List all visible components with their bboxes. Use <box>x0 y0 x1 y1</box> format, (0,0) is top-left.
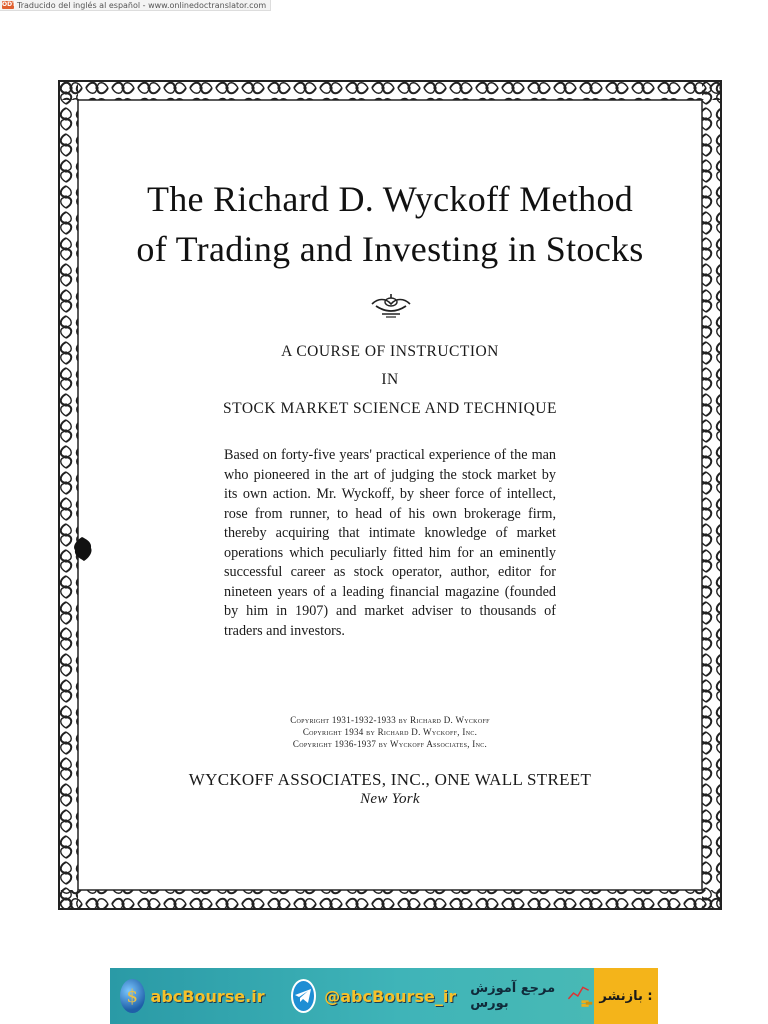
book-title-line-2: of Trading and Investing in Stocks <box>136 229 644 269</box>
chart-coins-icon <box>567 976 594 1016</box>
copyright-line-2: Copyright 1934 by Richard D. Wyckoff, Inc. <box>302 727 478 737</box>
banner-handle[interactable]: @abcBourse_ir <box>324 986 457 1006</box>
banner-site[interactable]: abcBourse.ir <box>150 986 265 1006</box>
publisher-badge: بازنشر : <box>594 968 658 1024</box>
copyright-line-3: Copyright 1936-1937 by Wyckoff Associates, Inc. <box>292 739 488 749</box>
translator-logo-icon: ODT <box>2 1 17 8</box>
promo-banner-main <box>110 968 594 1024</box>
telegram-icon[interactable] <box>291 979 317 1013</box>
translator-bar <box>0 0 271 11</box>
publisher-name: WYCKOFF ASSOCIATES, INC., ONE WALL STREET <box>188 770 592 789</box>
book-title-line-1: The Richard D. Wyckoff Method <box>146 179 634 219</box>
title-page-content <box>58 80 722 910</box>
title-page-frame <box>58 80 722 910</box>
description-paragraph: Based on forty-five years' practical experience of the man who pioneered in the art of judging the stock market by its own action. Mr. Wyckoff, by sheer force of intellect, rose from runner, to head of his own brokerage firm, thereby acquiring that intimate knowledge of market operations which peculiarly fitted him for an eminently successful career as stock operator, author, editor for nineteen years of a leading financial magazine (founded by him in 1907) and market adviser to thousands of traders and investors. <box>224 447 556 639</box>
ink-blot-icon <box>72 536 94 562</box>
course-line-2: IN <box>381 371 399 388</box>
banner-tagline: مرجع آموزش بورس <box>470 981 556 1011</box>
copyright-line-1: Copyright 1931-1932-1933 by Richard D. Wyckoff <box>290 715 490 725</box>
course-line-3: STOCK MARKET SCIENCE AND TECHNIQUE <box>223 400 557 417</box>
course-line-1: A COURSE OF INSTRUCTION <box>281 343 499 360</box>
promo-banner[interactable] <box>110 968 658 1024</box>
translator-text: Traducido del inglés al español - www.onlinedoctranslator.com <box>17 0 267 10</box>
publisher-city: New York <box>360 791 420 807</box>
lamp-ornament-icon <box>368 290 414 320</box>
globe-icon: $ <box>120 979 145 1013</box>
